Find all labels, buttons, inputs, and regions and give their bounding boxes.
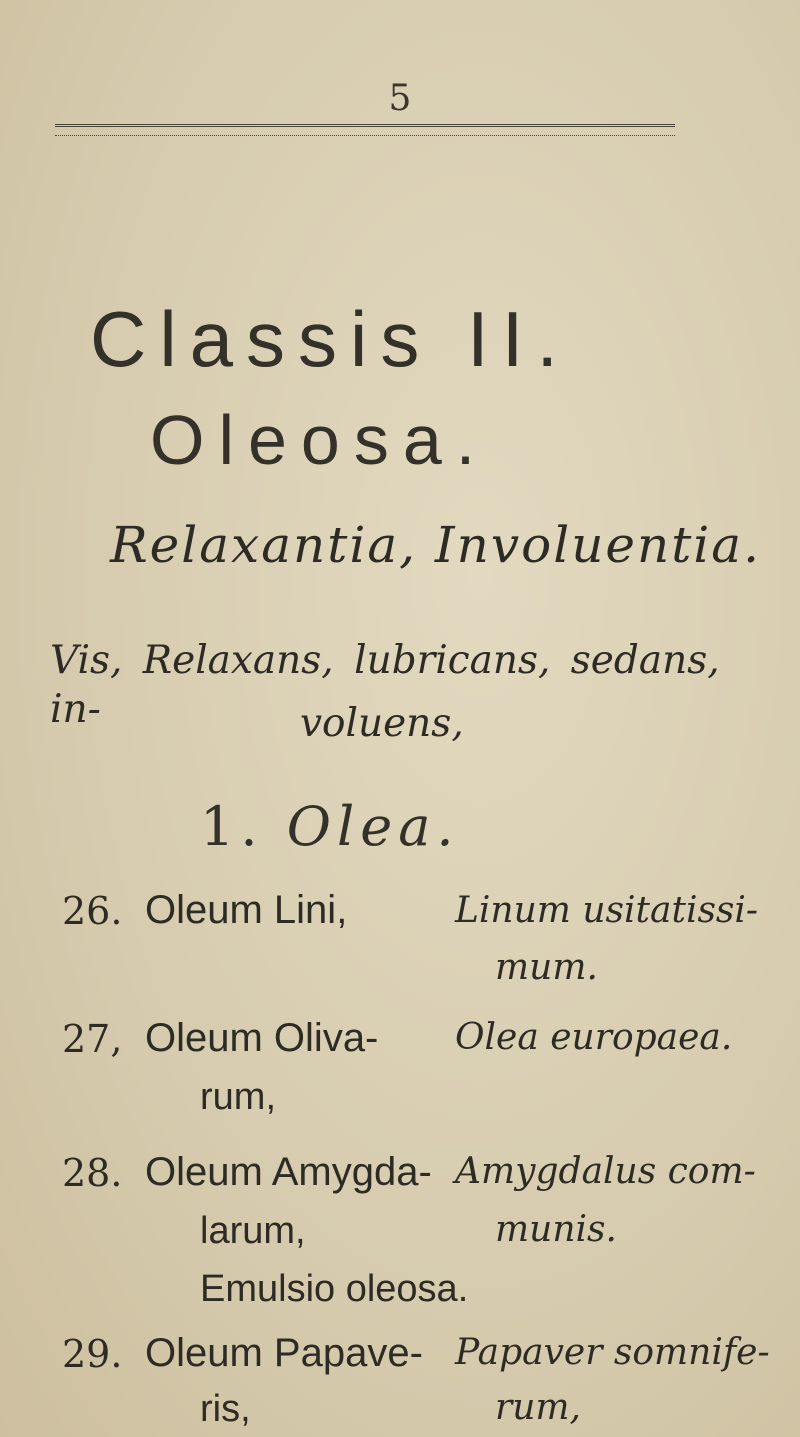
section-heading — [200, 795, 700, 858]
properties-line-2: voluens, — [300, 701, 464, 746]
class-heading: Classis II. — [90, 295, 572, 383]
entry-number: 27, — [62, 1017, 123, 1061]
entry-name-cont: ris, — [200, 1388, 251, 1430]
class-subheading: Oleosa. — [150, 401, 490, 479]
entry-latin: Papaver somnife- — [455, 1332, 770, 1373]
entry-latin-cont: rum, — [495, 1387, 581, 1428]
entry-number: 29. — [62, 1332, 123, 1376]
entry-number: 28. — [62, 1151, 123, 1195]
entry-note: Emulsio oleosa. — [200, 1268, 469, 1310]
entry-latin: Olea europaea. — [455, 1017, 733, 1058]
entry-name: Oleum Lini, — [145, 888, 348, 932]
properties-line-1: Vis, Relaxans, lubricans, sedans, in- — [50, 638, 720, 732]
page-number: 5 — [388, 78, 412, 119]
subtitle: Relaxantia, Involuentia. — [110, 516, 762, 574]
entry-latin-cont: mum. — [495, 947, 598, 988]
section-name: Olea. — [286, 795, 460, 858]
section-number: 1. — [200, 795, 264, 858]
entry-name-cont: larum, — [200, 1210, 306, 1252]
entry-latin: Amygdalus com- — [455, 1151, 756, 1192]
entry-latin: Linum usitatissi- — [455, 890, 759, 931]
entry-name-cont: rum, — [200, 1076, 276, 1118]
entry-name: Oleum Amygda- — [145, 1150, 432, 1194]
entry-name: Oleum Papave- — [145, 1331, 423, 1375]
entry-latin-cont: munis. — [495, 1209, 617, 1250]
entry-number: 26. — [62, 889, 123, 933]
entry-name: Oleum Oliva- — [145, 1016, 379, 1060]
ornamental-rule — [55, 124, 675, 136]
